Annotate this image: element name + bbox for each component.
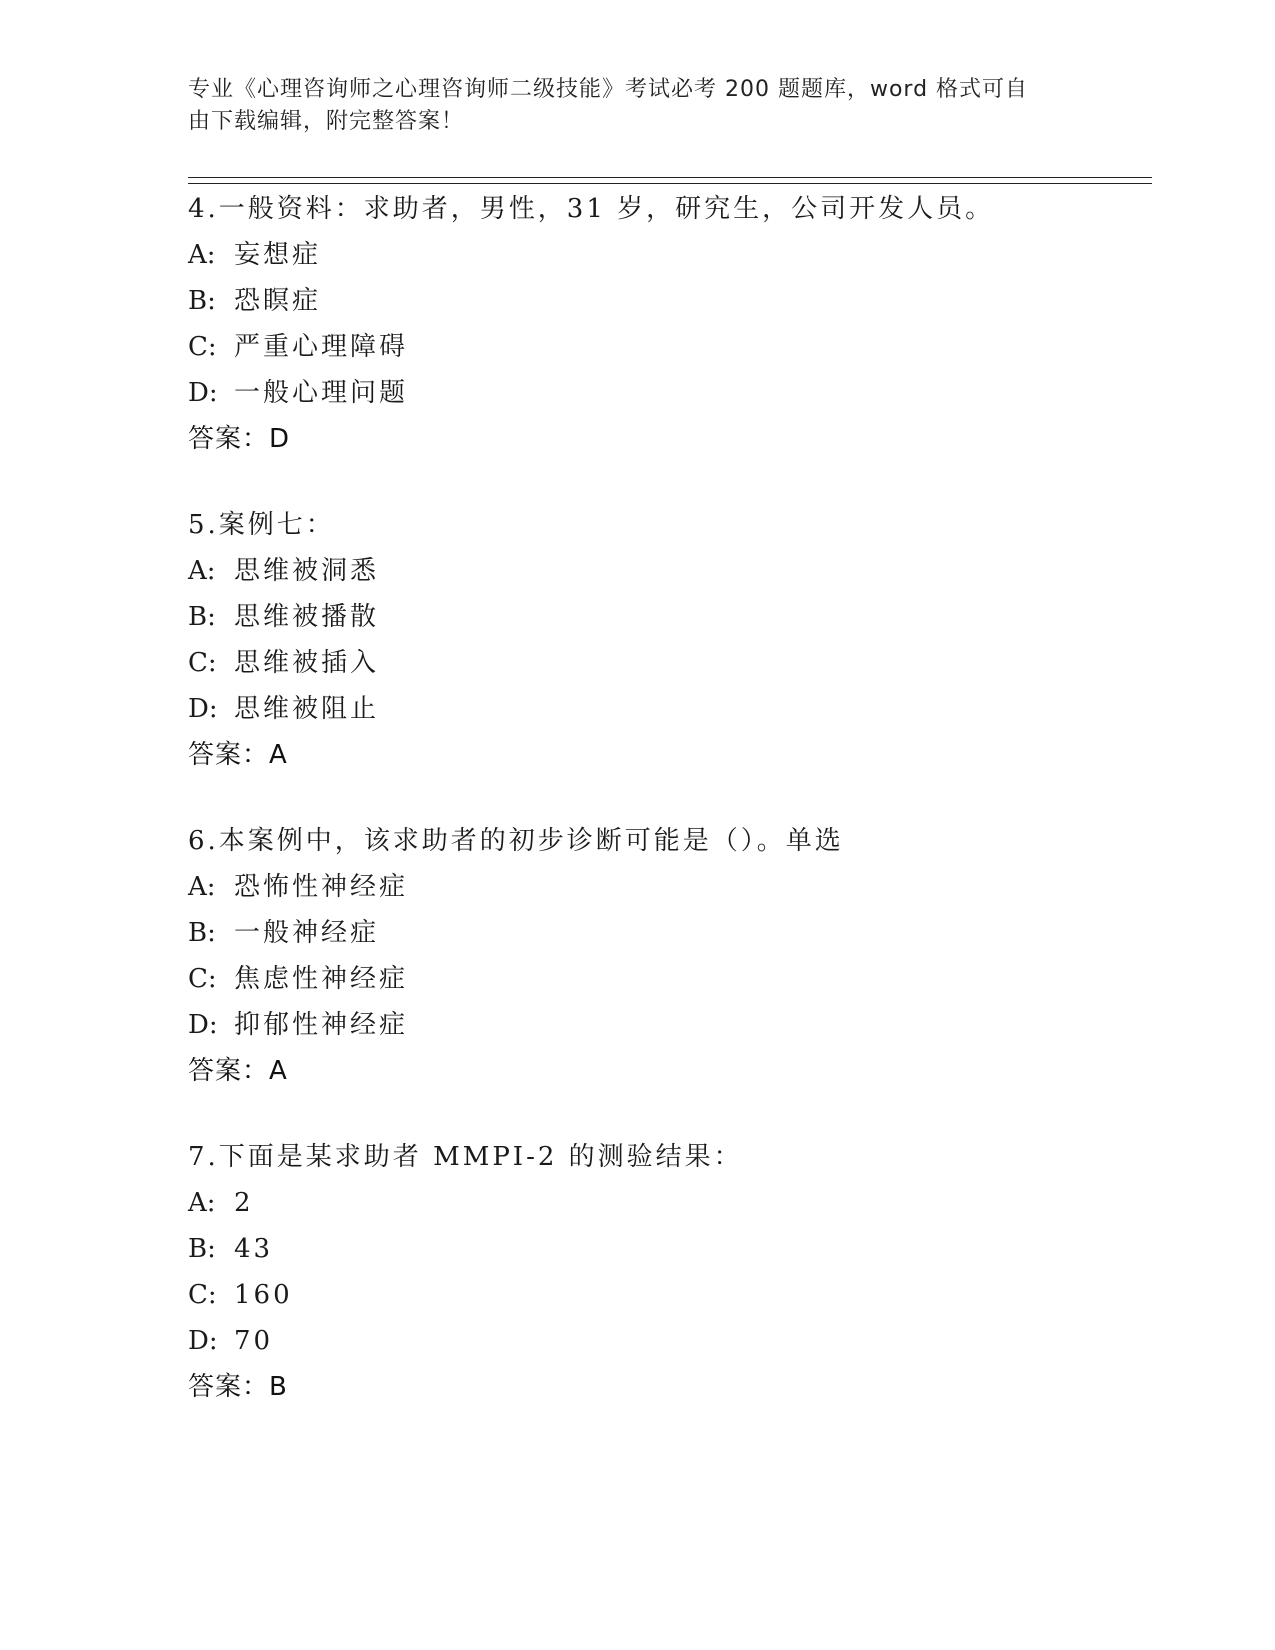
option-letter: A: [188,872,216,902]
question-block [188,186,1148,462]
option-d [188,686,1148,732]
question-stem: 6.本案例中，该求助者的初步诊断可能是（）。单选 [188,826,844,856]
option-b [188,1226,1148,1272]
answer: 答案：A [188,740,288,770]
header-rule-bottom [188,183,1152,184]
option-letter: C: [188,964,217,994]
option-letter: B: [188,1234,216,1264]
option-letter: B: [188,918,216,948]
document-header [188,74,1068,138]
option-a [188,548,1148,594]
option-a [188,232,1148,278]
answer: 答案：D [188,424,291,454]
option-c [188,1272,1148,1318]
option-text: 思维被洞悉 [234,556,380,586]
option-text: 思维被阻止 [234,694,380,724]
option-text: 妄想症 [234,240,322,270]
option-a [188,1180,1148,1226]
question-block [188,818,1148,1094]
question-stem: 7.下面是某求助者 MMPI-2 的测验结果： [188,1142,743,1172]
answer: 答案：B [188,1372,288,1402]
option-text: 焦虑性神经症 [234,964,409,994]
option-d [188,1318,1148,1364]
option-a [188,864,1148,910]
option-text: 思维被插入 [234,648,380,678]
option-c [188,640,1148,686]
option-text: 160 [234,1280,293,1310]
option-letter: D: [188,378,218,408]
option-text: 抑郁性神经症 [234,1010,409,1040]
header-line-1: 专业《心理咨询师之心理咨询师二级技能》考试必考 200 题题库，word 格式可自 [188,77,1029,102]
option-b [188,910,1148,956]
option-letter: C: [188,648,217,678]
option-d [188,1002,1148,1048]
question-block [188,1134,1148,1410]
question-stem: 4.一般资料：求助者，男性，31 岁，研究生，公司开发人员。 [188,194,995,224]
option-letter: D: [188,694,218,724]
option-text: 一般神经症 [234,918,380,948]
option-letter: D: [188,1010,218,1040]
option-letter: C: [188,1280,217,1310]
option-b [188,278,1148,324]
option-text: 2 [234,1188,254,1218]
option-letter: B: [188,602,216,632]
option-text: 思维被播散 [234,602,380,632]
question-block [188,502,1148,778]
option-letter: B: [188,286,216,316]
header-line-2: 由下载编辑，附完整答案！ [188,109,465,134]
header-rule-top [188,177,1152,178]
option-letter: D: [188,1326,218,1356]
option-letter: A: [188,556,216,586]
option-letter: C: [188,332,217,362]
question-stem: 5.案例七： [188,510,335,540]
option-d [188,370,1148,416]
option-text: 一般心理问题 [234,378,409,408]
option-c [188,956,1148,1002]
option-text: 恐怖性神经症 [234,872,409,902]
option-b [188,594,1148,640]
option-c [188,324,1148,370]
option-letter: A: [188,1188,216,1218]
option-text: 恐瞑症 [234,286,322,316]
option-text: 严重心理障碍 [234,332,409,362]
answer: 答案：A [188,1056,288,1086]
option-text: 43 [234,1234,274,1264]
option-text: 70 [234,1326,274,1356]
option-letter: A: [188,240,216,270]
